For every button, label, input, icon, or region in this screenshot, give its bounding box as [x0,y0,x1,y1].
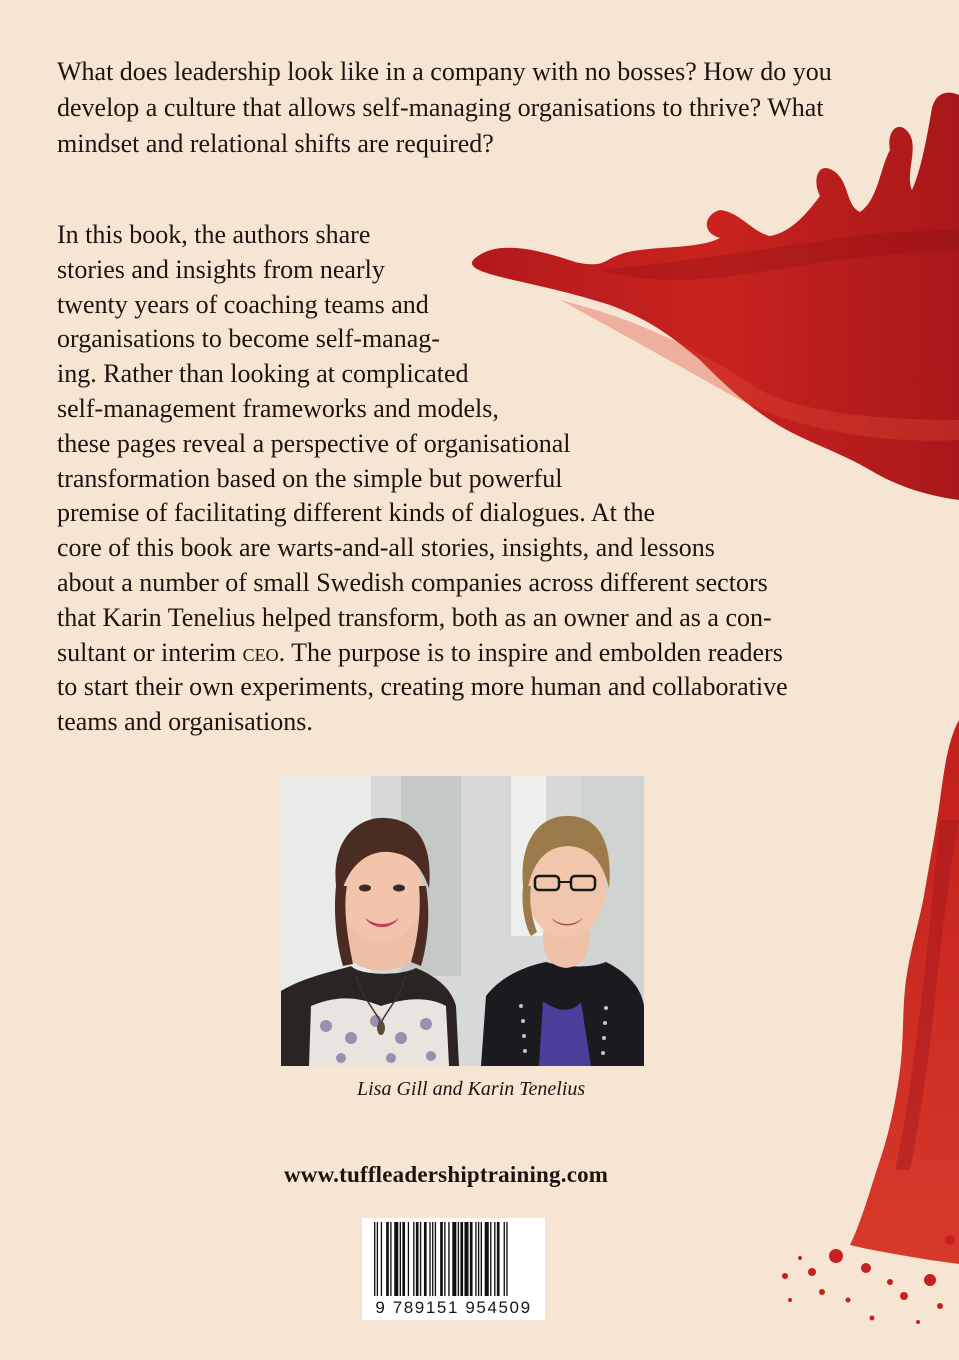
barcode-bar [377,1222,378,1296]
barcode-bar [490,1222,491,1296]
description-line: that Karin Tenelius helped transform, both as an owner and as a con- [57,602,772,632]
description-line: core of this book are warts-and-all stories, insights, and lessons [57,533,715,563]
description-line: about a number of small Swedish companies across different sectors [57,567,768,597]
barcode-bar [494,1222,495,1296]
description-line: sultant or interim ceo. The purpose is to inspire and embolden readers [57,637,783,667]
description-line: organisations to become self-manag- [57,324,440,354]
barcode-bar [402,1222,405,1296]
isbn-barcode [362,1218,545,1320]
barcode-bar [429,1222,430,1296]
barcode-bar [458,1222,459,1296]
barcode-bar [416,1222,419,1296]
barcode-bars [362,1218,545,1298]
barcode-bar [420,1222,421,1296]
barcode-bar [475,1222,476,1296]
barcode-bar [394,1222,398,1296]
description-line: teams and organisations. [57,707,313,737]
website-url[interactable]: www.tuffleadershiptraining.com [284,1162,609,1187]
barcode-bar [444,1222,445,1296]
intro-questions: What does leadership look like in a company with no bosses? How do you develop a culture that allows self-managing organisations to thrive? What mindset and relational shifts are required? [57,57,832,158]
barcode-bar [452,1222,456,1296]
description-line: transformation based on the simple but powerful [57,463,563,493]
barcode-bar [408,1222,409,1296]
book-description [57,218,857,740]
description-line: ing. Rather than looking at complicated [57,359,469,389]
description-line: twenty years of coaching teams and [57,289,429,319]
barcode-bar [506,1222,507,1296]
description-line: In this book, the authors share [57,220,371,249]
barcode-bar [381,1222,382,1296]
description-line: these pages reveal a perspective of organisational [57,428,571,458]
photo-caption: Lisa Gill and Karin Tenelius [357,1078,586,1100]
description-line: self-management frameworks and models, [57,393,499,423]
barcode-bar [400,1222,401,1296]
barcode-bar [497,1222,500,1296]
barcode-bar [390,1222,391,1296]
description-line: stories and insights from nearly [57,254,385,284]
barcode-bar [440,1222,443,1296]
barcode-bar [478,1222,479,1296]
barcode-bar [448,1222,449,1296]
barcode-bar [464,1222,468,1296]
barcode-bar [424,1222,427,1296]
description-line: premise of facilitating different kinds of dialogues. At the [57,498,656,528]
barcode-bar [435,1222,436,1296]
authors-photo [281,776,644,1066]
barcode-bar [481,1222,482,1296]
barcode-bar [485,1222,489,1296]
barcode-bar [460,1222,463,1296]
barcode-bar [386,1222,389,1296]
barcode-bar [432,1222,433,1296]
barcode-bar [374,1222,375,1296]
isbn-number: 9 789151 954509 [375,1298,532,1317]
brush-stroke-lower [850,720,959,1264]
description-line: to start their own experiments, creating more human and collaborative [57,672,788,702]
barcode-bar [470,1222,473,1296]
ceo-small-caps: ceo [242,637,279,667]
barcode-bar [413,1222,414,1296]
barcode-bar [504,1222,505,1296]
